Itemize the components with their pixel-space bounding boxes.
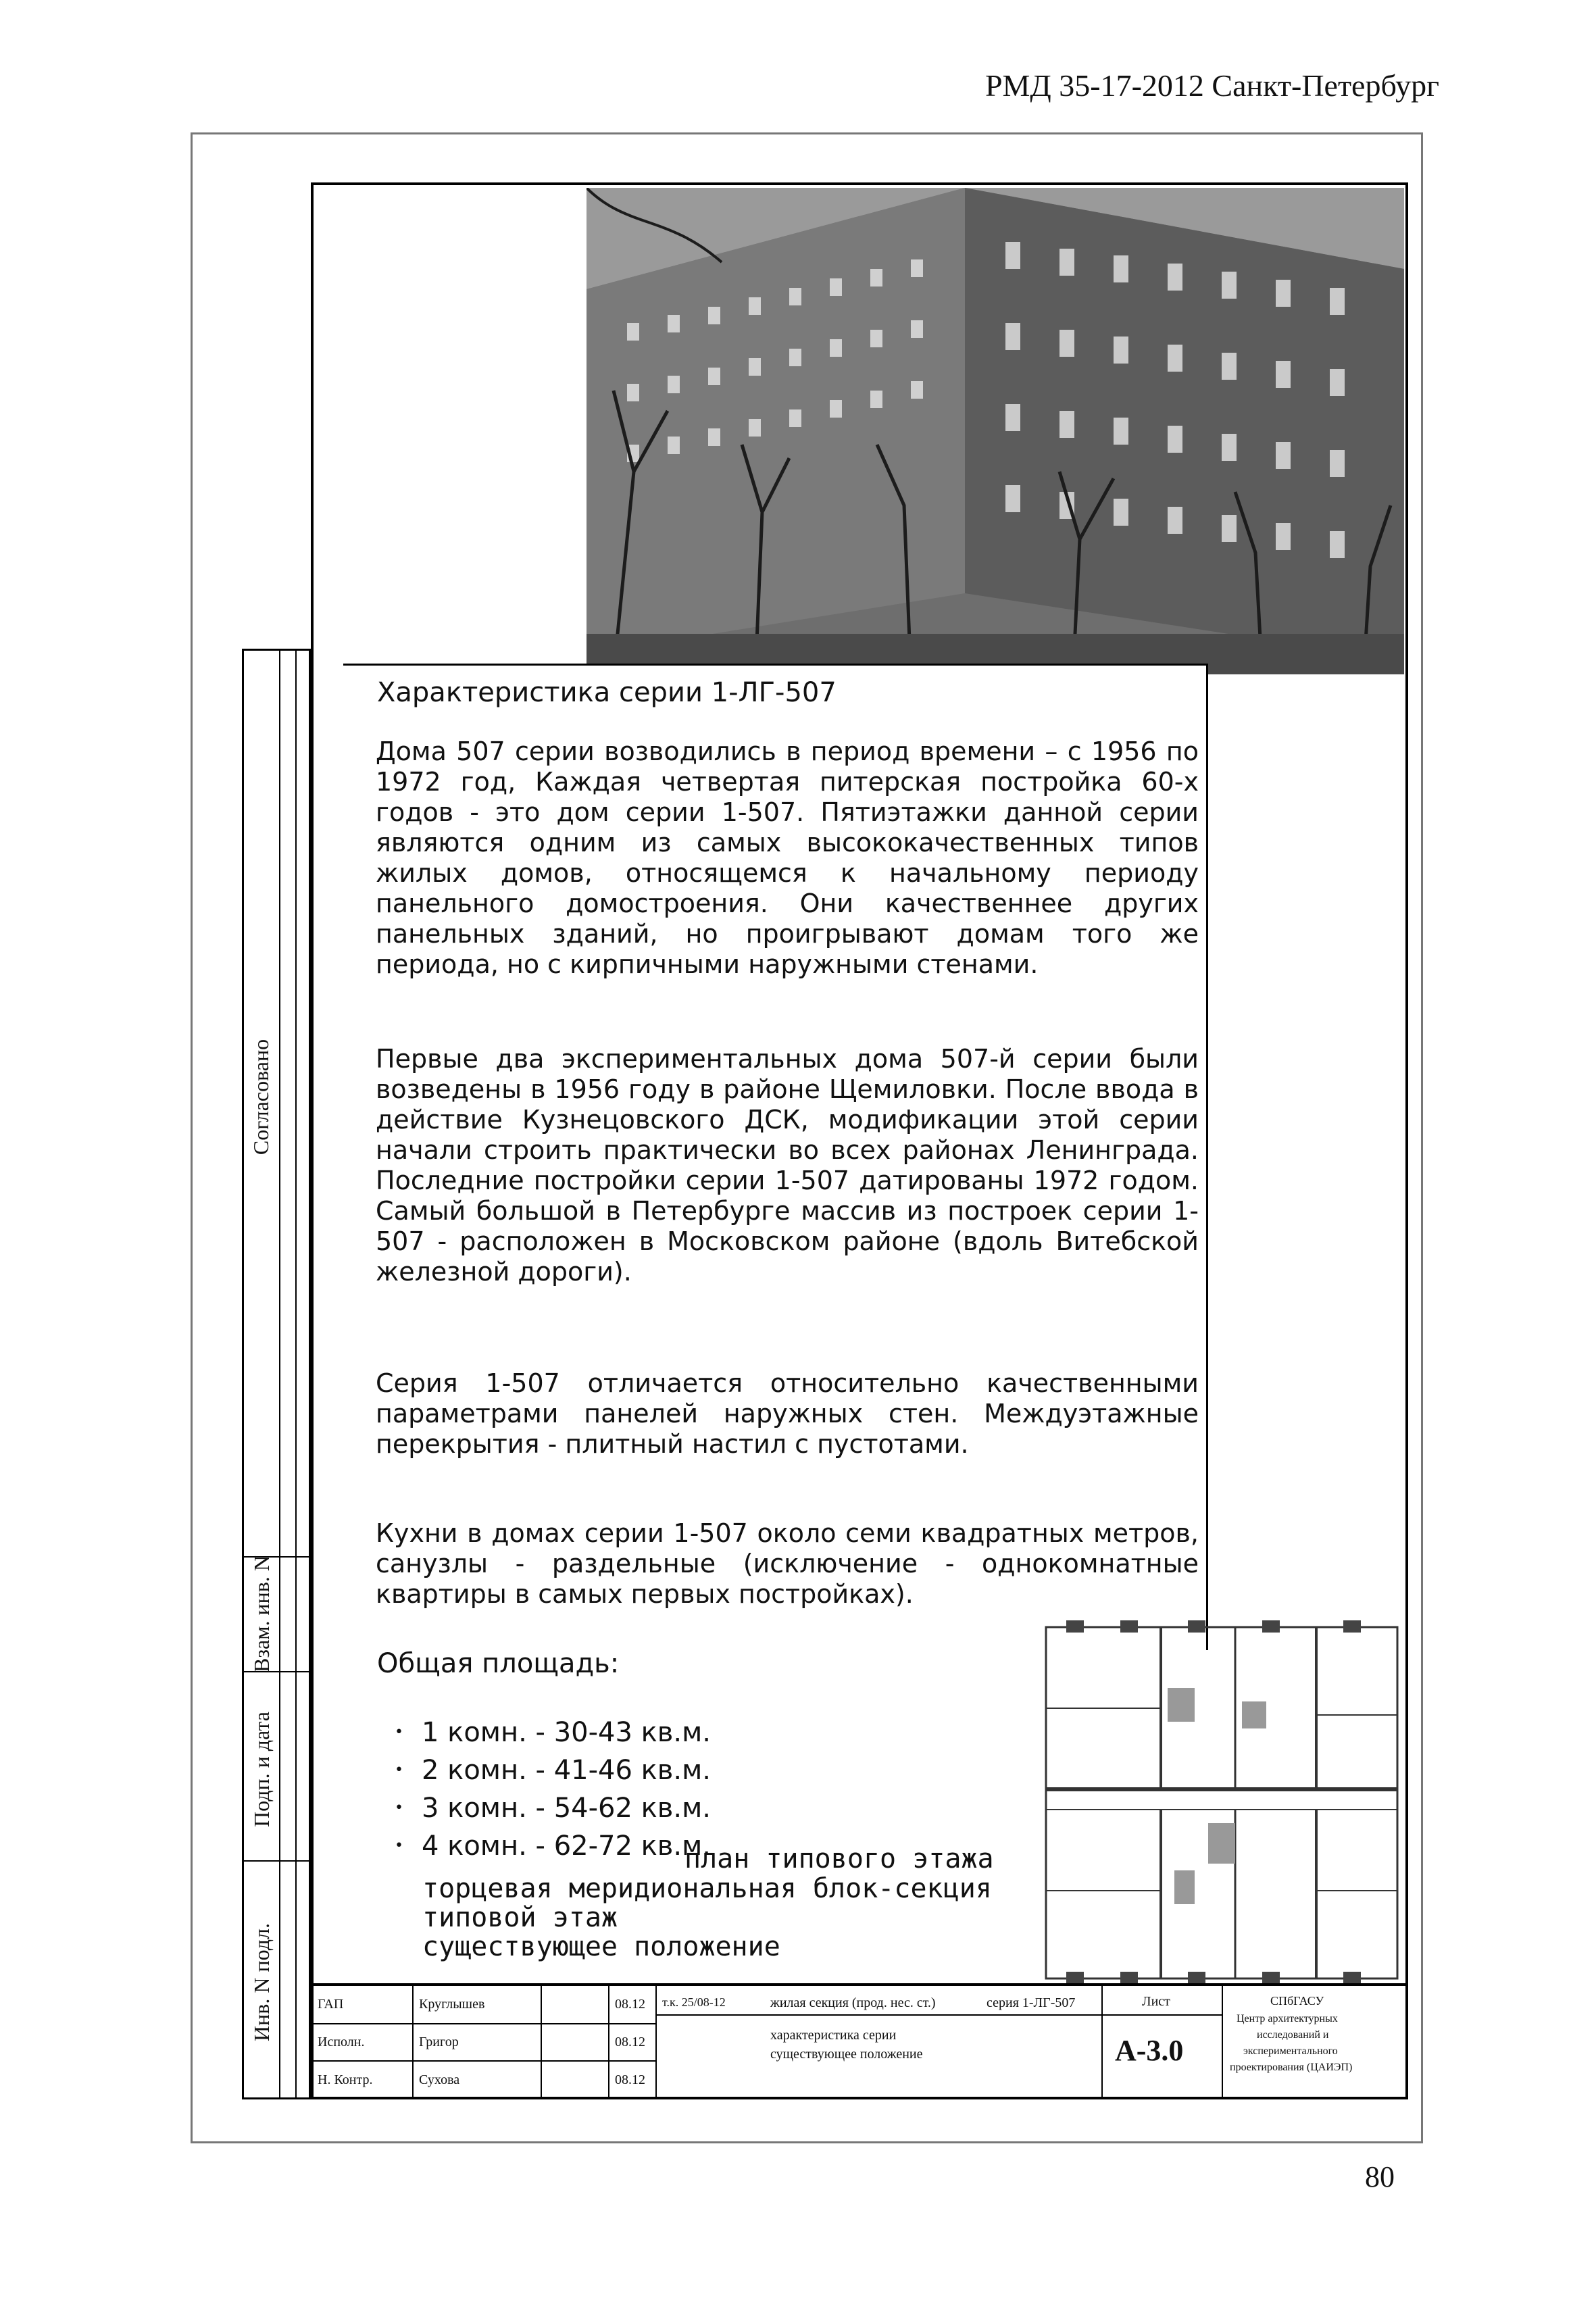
date-norm-control: 08.12: [615, 2072, 645, 2087]
title-block-line: [541, 1986, 542, 2099]
sheet-number: А-3.0: [1115, 2034, 1184, 2067]
paragraph-construction: Первые два экспериментальных дома 507-й серии были возведены в 1956 году в районе Щемиловки. После ввода в действие Кузнецовского ДСК, модификации этой серии начали строить практически во всех районах Ленинграда. Последние постройки серии 1-507 датированы 1972 годом. Самый большой в Петербурге массив из построек серии 1-507 - расположен в Московском районе (вдоль Витебской железной дороги).: [376, 1044, 1199, 1287]
list-item: • 3 комн. - 54-62 кв.м.: [395, 1789, 711, 1827]
title-block-line: [311, 2023, 655, 2024]
title-block-line: [608, 1986, 609, 2099]
replace-inventory-label: Взам. инв. N: [249, 1555, 274, 1672]
building-photo: [587, 188, 1404, 674]
title-block-line: [311, 2060, 655, 2062]
project-code: т.к. 25/08-12: [662, 1995, 726, 2009]
list-item: • 4 комн. - 62-72 кв.м.: [395, 1827, 711, 1865]
org-line: исследований и: [1257, 2029, 1329, 2041]
title-block-line: [1222, 1986, 1223, 2099]
org-line: экспериментального: [1243, 2045, 1338, 2057]
name-norm-control: Сухова: [419, 2072, 460, 2087]
caption-plan: план типового этажа: [684, 1843, 994, 1874]
name-executor: Григор: [419, 2035, 459, 2049]
sign-date-label: Подп. и дата: [249, 1711, 274, 1827]
list-item: • 1 комн. - 30-43 кв.м.: [395, 1714, 711, 1751]
side-stamp-line: [244, 1860, 309, 1862]
name-chief-architect: Круглышев: [419, 1997, 485, 2012]
paragraph-kitchens: Кухни в домах серии 1-507 около семи квадратных метров, санузлы - раздельные (исключение - однокомнатные квартиры в самых первых постройках).: [376, 1518, 1199, 1609]
series-title: Характеристика серии 1-ЛГ-507: [377, 677, 837, 708]
list-item: • 2 комн. - 41-46 кв.м.: [395, 1751, 711, 1789]
paragraph-panels: Серия 1-507 отличается относительно качественными параметрами панелей наружных стен. Междуэтажные перекрытия - плитный настил с пустотами.: [376, 1368, 1199, 1459]
caption-status: существующее положение: [422, 1931, 780, 1962]
role-executor: Исполн.: [318, 2035, 365, 2049]
area-list: [395, 1714, 711, 1865]
description-panel: [343, 664, 1208, 1650]
title-block-line: [1101, 2014, 1223, 2016]
org-line: проектирования (ЦАИЭП): [1230, 2062, 1353, 2073]
paragraph-history: Дома 507 серии возводились в период времени – с 1956 по 1972 год, Каждая четвертая питерская постройка 60-х годов - это дом серии 1-507. Пятиэтажки данной серии являются одним из самых высококачественных типов жилых домов, относящемся к начальному периоду панельного домостроения. Они качественнее других панельных зданий, но проигрывают домам того же периода, но с кирпичными наружными стенами.: [376, 737, 1199, 979]
side-stamp-divider: [295, 651, 297, 2097]
sheet-subtitle-1: характеристика серии: [770, 2028, 897, 2043]
org-name: СПбГАСУ: [1270, 1994, 1324, 2008]
total-area-label: Общая площадь:: [377, 1648, 620, 1679]
title-block-line: [655, 1986, 657, 2099]
floor-plan-drawing: [965, 1607, 1411, 1999]
date-chief-architect: 08.12: [615, 1997, 645, 2012]
role-chief-architect: ГАП: [318, 1997, 344, 2012]
project-title: жилая секция (прод. нес. ст.): [770, 1995, 936, 2010]
sheet-subtitle-2: существующее положение: [770, 2047, 923, 2062]
title-block: [311, 1983, 1408, 2099]
role-norm-control: Н. Контр.: [318, 2072, 373, 2087]
title-block-line: [412, 1986, 414, 2099]
document-header: РМД 35-17-2012 Санкт-Петербург: [984, 68, 1439, 103]
page-number: 80: [1365, 2160, 1395, 2193]
inventory-number-label: Инв. N подл.: [249, 1922, 274, 2041]
date-executor: 08.12: [615, 2035, 645, 2049]
side-stamp: [242, 649, 311, 2099]
side-stamp-divider: [279, 651, 280, 2097]
org-line: Центр архитектурных: [1237, 2013, 1338, 2024]
title-block-line: [655, 2014, 1139, 2016]
caption-section: торцевая меридиональная блок-секция: [422, 1873, 992, 1904]
caption-floor: типовой этаж: [422, 1902, 618, 1933]
title-block-line: [1101, 1986, 1103, 2099]
series-code: серия 1-ЛГ-507: [987, 1995, 1076, 2010]
approved-label: Согласовано: [249, 1039, 274, 1155]
sheet-label: Лист: [1142, 1994, 1170, 2009]
